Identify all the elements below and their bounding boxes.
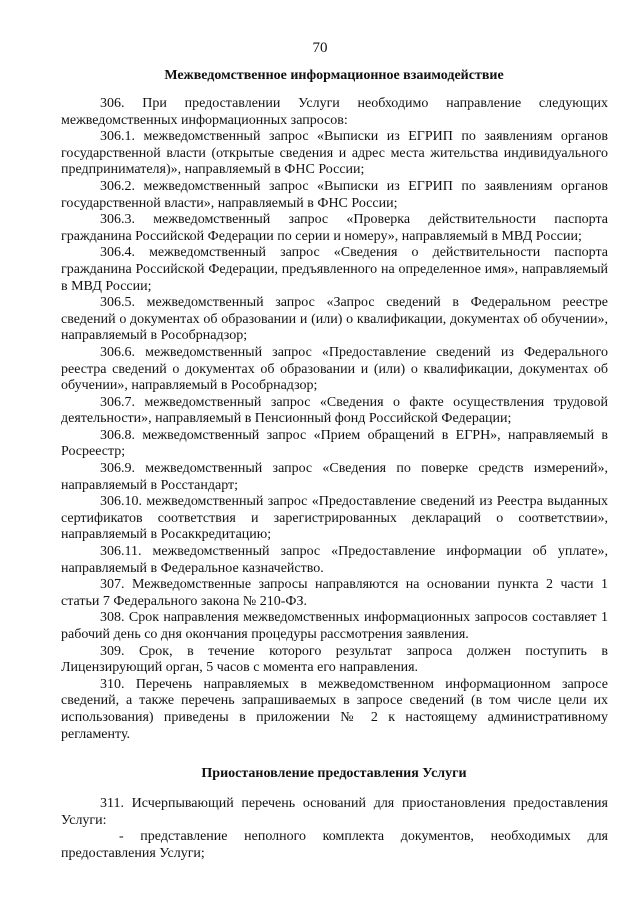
paragraph-306-6: 306.6. межведомственный запрос «Предоставление сведений из Федерального реестра сведений о документах об образовании и (или) о квалификации, документах об обучении», направляемый в Рособрнадзор; <box>61 344 608 394</box>
section-body-interagency <box>61 96 608 743</box>
paragraph-306-7: 306.7. межведомственный запрос «Сведения о факте осуществления трудовой деятельности», направляемый в Пенсионный фонд Российской Федерации; <box>61 394 608 427</box>
list-item-incomplete-documents: - представление неполного комплекта документов, необходимых для предоставления Услуги; <box>61 829 608 861</box>
paragraph-309: 309. Срок, в течение которого результат запроса должен поступить в Лицензирующий орган, 5 часов с момента его направления. <box>61 643 608 676</box>
paragraph-308: 308. Срок направления межведомственных информационных запросов составляет 1 рабочий день со дня окончания процедуры рассмотрения заявления. <box>61 610 608 642</box>
section-heading-suspension: Приостановление предоставления Услуги <box>201 766 467 781</box>
paragraph-306-5: 306.5. межведомственный запрос «Запрос сведений в Федеральном реестре сведений о документах об образовании и (или) о квалификации, документах об обучении», направляемый в Рособрнадзор; <box>61 295 608 344</box>
section-heading-interagency: Межведомственное информационное взаимодействие <box>164 68 504 83</box>
paragraph-310: 310. Перечень направляемых в межведомственном информационном запросе сведений, а также перечень запрашиваемых в запросе сведений (в том числе цели их использования) приведены в приложении № 2 к настоящему административному регламенту. <box>61 676 608 742</box>
paragraph-306: 306. При предоставлении Услуги необходимо направление следующих межведомственных информационных запросов: <box>61 96 608 128</box>
paragraph-311: 311. Исчерпывающий перечень оснований для приостановления предоставления Услуги: <box>61 796 608 828</box>
page-number: 70 <box>312 40 328 56</box>
paragraph-306-1: 306.1. межведомственный запрос «Выписки из ЕГРИП по заявлениям органов государственной власти (открытые сведения и адрес места жительства индивидуального предпринимателя)», направляемый в ФНС России; <box>61 129 608 178</box>
paragraph-306-3: 306.3. межведомственный запрос «Проверка действительности паспорта гражданина Российской Федерации по серии и номеру», направляемый в МВД России; <box>61 212 608 244</box>
section-body-suspension <box>61 796 608 862</box>
paragraph-306-9: 306.9. межведомственный запрос «Сведения по поверке средств измерений», направляемый в Росстандарт; <box>61 461 608 493</box>
paragraph-306-2: 306.2. межведомственный запрос «Выписки из ЕГРИП по заявлениям органов государственной власти», направляемый в ФНС России; <box>61 178 608 211</box>
paragraph-306-10: 306.10. межведомственный запрос «Предоставление сведений из Реестра выданных сертификатов соответствия и зарегистрированных деклараций о соответствии», направляемый в Росаккредитацию; <box>61 494 608 543</box>
paragraph-306-8: 306.8. межведомственный запрос «Прием обращений в ЕГРН», направляемый в Росреестр; <box>61 427 608 460</box>
paragraph-306-11: 306.11. межведомственный запрос «Предоставление информации об уплате», направляемый в Федеральное казначейство. <box>61 544 608 576</box>
paragraph-306-4: 306.4. межведомственный запрос «Сведения о действительности паспорта гражданина Российской Федерации, предъявленного на определенное имя», направляемый в МВД России; <box>61 245 608 294</box>
paragraph-307: 307. Межведомственные запросы направляются на основании пункта 2 части 1 статьи 7 Федерального закона № 210-ФЗ. <box>61 577 608 609</box>
